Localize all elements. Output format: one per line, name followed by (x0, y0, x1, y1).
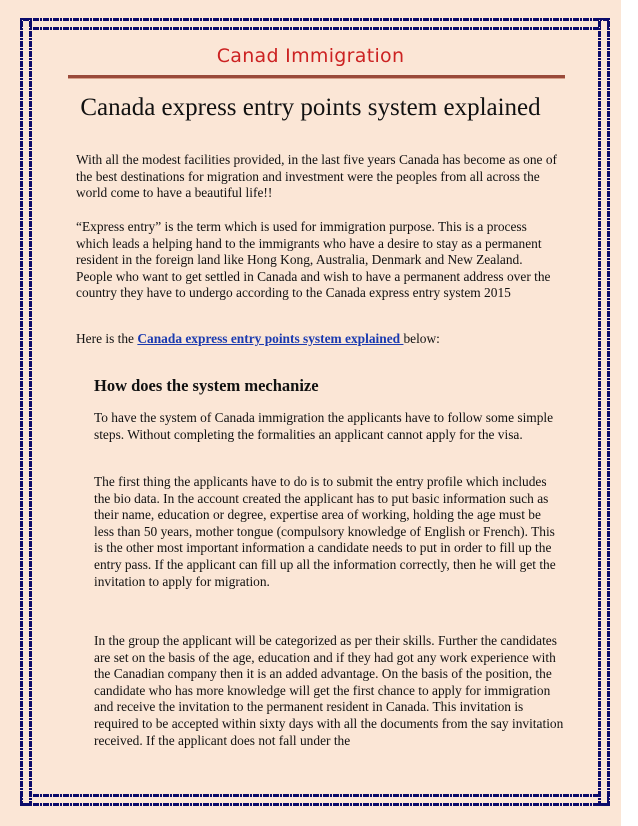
decorative-border-right (598, 18, 610, 806)
paragraph-categorization: In the group the applicant will be categorized as per their skills. Further the candidates are set on the basis of the age, education and if they had got any work experience with the Canadian company then it is an added advantage. On the basis of the position, the candidate who has more knowledge will get the first chance to apply for immigration and receive the invitation to the permanent resident in Canada. This invitation is required to be accepted within sixty days with all the documents from the say invitation received. If the applicant does not fall under the (94, 633, 564, 748)
paragraph-entry-profile: The first thing the applicants have to do is to submit the entry profile which includes the bio data. In the account created the applicant has to put basic information such as their name, education or degree, expertise area of working, holding the age must be less than 50 years, mother tongue (compulsory knowledge of English or French). This is the other most important information a candidate needs to put in order to fill up the entry pass. If the applicant can fill up all the information correctly, then he will get the invitation to apply for migration. (94, 474, 556, 589)
section-heading: How does the system mechanize (94, 376, 319, 395)
paragraph-steps: To have the system of Canada immigration the applicants have to follow some simple steps. Without completing the formalities an applicant cannot apply for the visa. (94, 410, 554, 442)
document-title: Canada express entry points system explained (80, 94, 541, 121)
paragraph-express-entry: “Express entry” is the term which is used for immigration purpose. This is a process which leads a helping hand to the immigrants who have a desire to stay as a permanent resident in the foreign land like Hong Kong, Australia, Denmark and New Zealand. People who want to get settled in Canada and wish to have a permanent address over the country they have to undergo according to the Canada express entry system 2015 (76, 219, 551, 301)
header-divider (68, 75, 565, 79)
intro-suffix: below: (403, 331, 440, 346)
decorative-border-bottom (20, 794, 610, 806)
decorative-border-left (20, 18, 32, 806)
decorative-border-top (20, 18, 610, 30)
paragraph-intro: With all the modest facilities provided, in the last five years Canada has become as one of the best destinations for migration and investment were the peoples from all across the world come to have a beautiful life!! (76, 152, 557, 201)
article-link[interactable]: Canada express entry points system explained (137, 331, 404, 346)
paragraph-link-intro (76, 331, 562, 348)
header-title: Canad Immigration (216, 45, 405, 67)
intro-prefix: Here is the (76, 331, 138, 346)
